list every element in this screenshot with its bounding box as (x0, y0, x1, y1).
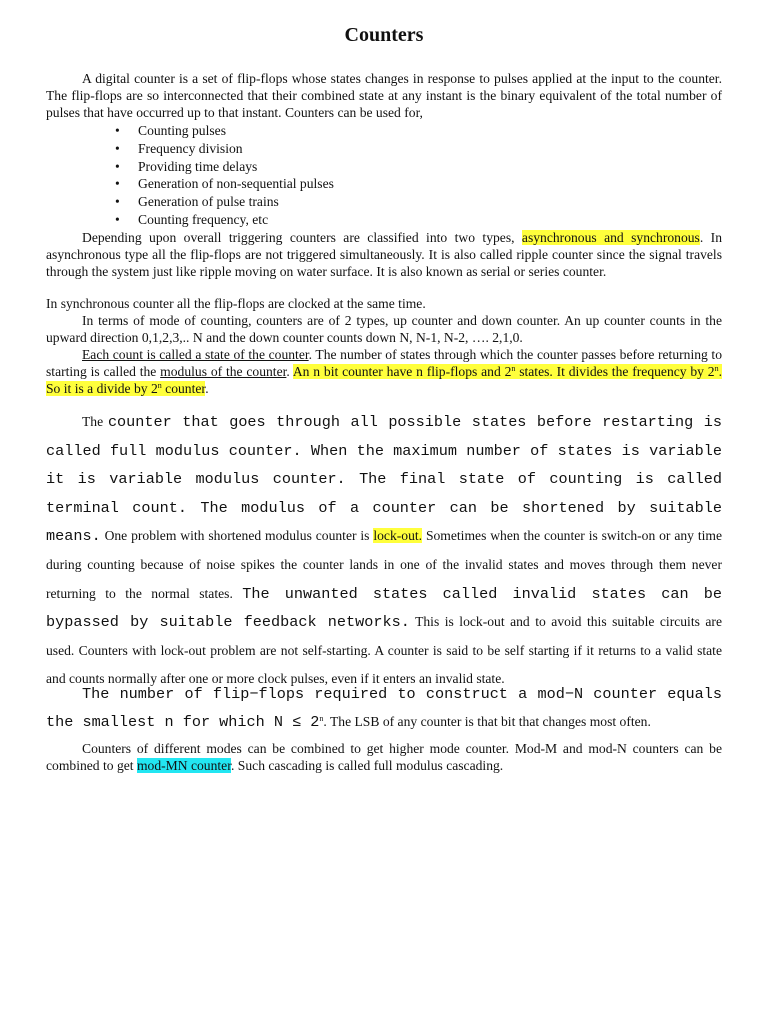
sync-paragraph: In synchronous counter all the flip-flops are clocked at the same time. (46, 296, 426, 311)
text-run: The number of flip−flops required to construct a mod−N counter equals the smallest n for which N ≤ 2 (46, 685, 722, 731)
state-paragraph (46, 346, 722, 397)
text-run: counter that goes through all possible states before restarting is called full modulus counter. When the maximum number of states is variable it is variable modulus counter. The final state of counting is called terminal count. The modulus of a counter can be shortened by suitable means. (46, 413, 722, 546)
uses-list (111, 122, 511, 229)
text-run: . So it is a divide by 2 (46, 364, 722, 396)
intro-paragraph: A digital counter is a set of flip-flops whose states changes in response to pulses applied at the input to the counter. The flip-flops are so interconnected that their combined state at any instant is the binary equivalent of the total number of pulses that have occurred up to that instant. Counters can be used for, (46, 71, 722, 120)
text-run: One problem with shortened modulus counter is (100, 528, 374, 544)
list-item: • Counting frequency, etc (111, 211, 511, 229)
list-item: • Generation of non-sequential pulses (111, 175, 511, 193)
modulus-paragraph (46, 408, 722, 694)
superscript: n (714, 364, 719, 373)
highlight-async-sync: asynchronous and synchronous (521, 230, 700, 245)
text-run: . The number of states through which the counter passes before returning to starting is called the (46, 347, 722, 379)
page-title: Counters (344, 24, 424, 46)
text-run: The unwanted states called invalid states can be bypassed by suitable feedback networks. (46, 584, 722, 632)
text-run: Counters of different modes can be combined to get higher mode counter. Mod-M and mod-N counters can be combined to get (46, 741, 722, 773)
triggering-paragraph (46, 229, 722, 280)
highlight-mod-mn: mod-MN counter (136, 758, 231, 773)
text-run: Sometimes when the counter is switch-on or any time during counting because of noise spikes the counter lands in one of the invalid states and moves through them never returning to the normal states. (46, 528, 723, 601)
text-run: . In asynchronous type all the flip-flops are not triggered simultaneously. It is also called ripple counter since the signal travels through the system just like ripple moving on water surface. It is also known as serial or series counter. (46, 230, 722, 279)
underlined-text: modulus of the counter (160, 364, 287, 379)
superscript: n (511, 364, 516, 373)
superscript: n (319, 714, 324, 723)
list-item: • Providing time delays (111, 158, 511, 176)
mode-paragraph: In terms of mode of counting, counters are of 2 types, up counter and down counter. An up counter counts in the upward direction 0,1,2,3,.. N and the down counter counts down N, N-1, N-2, …. 2,1,0. (46, 313, 722, 345)
list-item: • Generation of pulse trains (111, 193, 511, 211)
flipflops-paragraph (46, 680, 722, 736)
superscript: n (157, 381, 162, 390)
text-run: This is lock-out and to avoid this suitable circuits are used. Counters with lock-out problem are not self-starting. A counter is said to be self starting if it returns to a valid state and counts normally after one or more clock pulses, even if it enters an invalid state. (46, 614, 722, 687)
list-item: • Counting pulses (111, 122, 511, 140)
cascade-paragraph (46, 740, 722, 774)
text-run: . (286, 364, 293, 379)
text-run: . Such cascading is called full modulus cascading. (231, 758, 504, 773)
text-run: counter (161, 381, 206, 396)
text-run: . The LSB of any counter is that bit that changes most often. (323, 714, 651, 729)
list-item: • Frequency division (111, 140, 511, 158)
text-run: The (82, 414, 108, 429)
text-run: Depending upon overall triggering counters are classified into two types, (82, 230, 522, 245)
text-run: states. It divides the frequency by 2 (515, 364, 715, 379)
highlight-lockout: lock-out. (373, 528, 423, 544)
underlined-text: Each count is called a state of the counter (82, 347, 309, 362)
text-run: An n bit counter have n flip-flops and 2 (292, 364, 512, 379)
text-run: . (205, 381, 209, 396)
